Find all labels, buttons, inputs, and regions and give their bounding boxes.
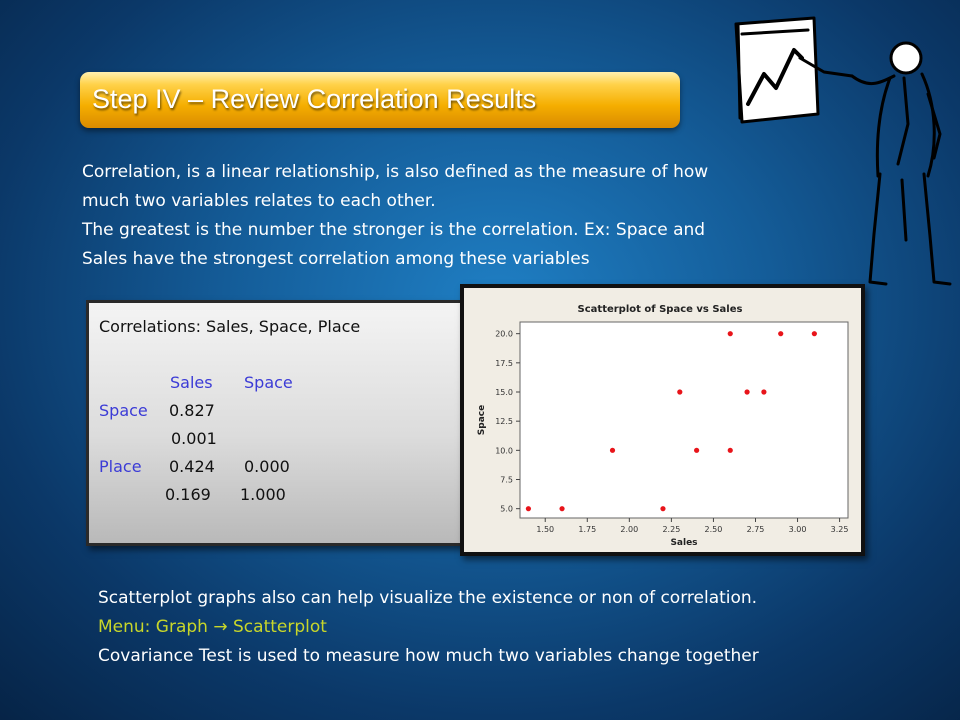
scatterplot-panel xyxy=(460,284,865,556)
x-axis-ticks xyxy=(536,518,848,534)
y-tick-label: 17.5 xyxy=(495,358,513,368)
intro-text xyxy=(82,158,822,274)
row-label-place: Place xyxy=(99,457,142,476)
y-axis-ticks xyxy=(495,330,520,514)
y-tick-label: 5.0 xyxy=(500,504,513,514)
correlation-output-box xyxy=(86,300,464,546)
intro-line: Sales have the strongest correlation among these variables xyxy=(82,249,590,269)
intro-line: much two variables relates to each other. xyxy=(82,191,436,211)
x-tick-label: 2.75 xyxy=(746,525,765,534)
x-tick-label: 3.25 xyxy=(830,525,849,534)
scatter-point xyxy=(610,448,615,453)
place-sales-pvalue: 0.169 xyxy=(165,485,211,504)
x-tick-label: 2.50 xyxy=(704,525,723,534)
scatter-point xyxy=(744,389,749,394)
intro-line: Correlation, is a linear relationship, is also defined as the measure of how xyxy=(82,162,709,182)
x-tick-label: 3.00 xyxy=(788,525,807,534)
y-tick-label: 10.0 xyxy=(495,446,513,456)
place-space-correlation: 0.000 xyxy=(244,457,290,476)
correlation-heading: Correlations: Sales, Space, Place xyxy=(99,317,361,336)
space-sales-correlation: 0.827 xyxy=(169,401,215,420)
scatter-point xyxy=(728,331,733,336)
column-header-space: Space xyxy=(244,373,293,392)
y-tick-label: 12.5 xyxy=(495,417,513,427)
plot-area xyxy=(520,322,848,518)
y-axis-label: Space xyxy=(477,404,487,436)
menu-suffix: Scatterplot xyxy=(227,617,327,637)
scatter-point xyxy=(812,331,817,336)
space-sales-pvalue: 0.001 xyxy=(171,429,217,448)
scatterplot-note: Scatterplot graphs also can help visualize the existence or non of correlation. xyxy=(98,588,758,608)
x-tick-label: 1.75 xyxy=(578,525,597,534)
menu-path xyxy=(98,613,878,642)
row-label-space: Space xyxy=(99,401,148,420)
scatterplot-chart xyxy=(464,288,861,552)
scatter-point xyxy=(660,506,665,511)
x-axis-label: Sales xyxy=(670,538,698,548)
scatter-point xyxy=(778,331,783,336)
x-tick-label: 2.25 xyxy=(662,525,681,534)
x-tick-label: 2.00 xyxy=(620,525,639,534)
place-space-pvalue: 1.000 xyxy=(240,485,286,504)
slide-title: Step IV – Review Correlation Results xyxy=(92,84,537,114)
place-sales-correlation: 0.424 xyxy=(169,457,215,476)
scatter-point xyxy=(677,389,682,394)
title-banner xyxy=(80,72,680,128)
scatter-point xyxy=(728,448,733,453)
y-tick-label: 15.0 xyxy=(495,388,513,397)
scatter-point xyxy=(526,506,531,511)
scatter-point xyxy=(761,389,766,394)
menu-prefix: Menu: Graph xyxy=(98,617,214,637)
x-tick-label: 1.50 xyxy=(536,525,555,534)
y-tick-label: 7.5 xyxy=(500,475,513,485)
chart-title: Scatterplot of Space vs Sales xyxy=(577,304,743,315)
intro-line: The greatest is the number the stronger is the correlation. Ex: Space and xyxy=(82,220,706,240)
bottom-text xyxy=(98,584,878,671)
arrow-right-icon: → xyxy=(213,617,228,637)
covariance-note: Covariance Test is used to measure how much two variables change together xyxy=(98,646,759,666)
column-header-sales: Sales xyxy=(170,373,213,392)
y-tick-label: 20.0 xyxy=(495,329,513,339)
scatter-point xyxy=(694,448,699,453)
scatter-point xyxy=(559,506,564,511)
